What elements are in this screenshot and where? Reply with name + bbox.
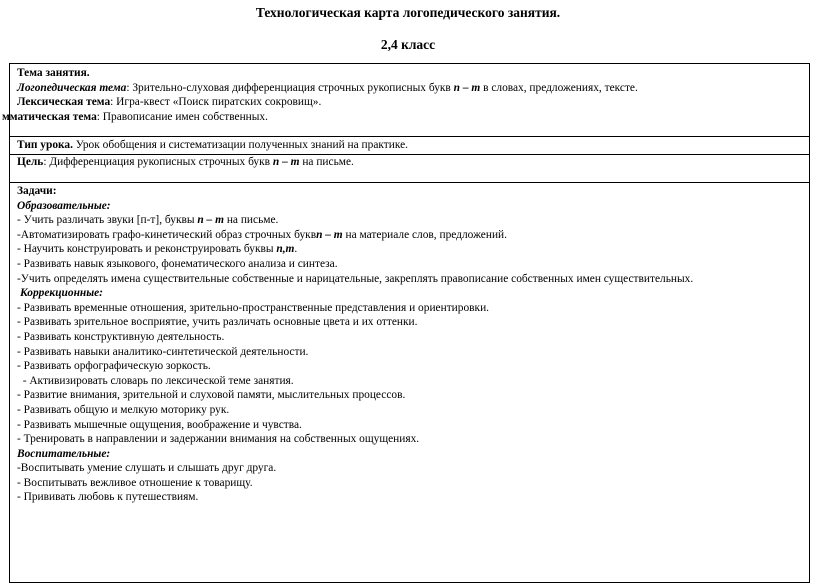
goal-cell (17, 155, 805, 170)
task-item: - Прививать любовь к путешествиям. (17, 491, 199, 504)
lesson-type-label: Тип урока. (17, 139, 73, 151)
row-divider (10, 182, 809, 183)
lexical-topic-label: Лексическая тема (17, 96, 111, 109)
task-item: - Развивать общую и мелкую моторику рук. (17, 403, 230, 416)
topic-line-speech (17, 81, 805, 96)
speech-topic-letters: п – т (453, 81, 481, 94)
upbringing-heading: Воспитательные: (17, 447, 111, 460)
task-item (17, 228, 805, 243)
task-item (17, 242, 805, 257)
topic-heading: Тема занятия. (17, 67, 90, 79)
row-divider (10, 136, 809, 137)
speech-topic-text: : Зрительно-слуховая дифференциация строчных рукописных букв (126, 81, 454, 94)
task-item-text: - Научить конструировать и реконструировать буквы (17, 243, 277, 256)
topic-line-grammar (2, 110, 805, 125)
goal-text: : Дифференциация рукописных строчных букв (43, 156, 273, 168)
task-item-text: -Автоматизировать графо-кинетический образ строчных букв (17, 228, 317, 241)
topic-line-lexical (17, 95, 805, 110)
task-item: - Активизировать словарь по лексической теме занятия. (17, 374, 294, 387)
goal-tail: на письме. (299, 156, 354, 168)
educational-heading: Образовательные: (17, 199, 111, 212)
task-item-tail: на материале слов, предложений. (342, 228, 507, 241)
task-item: - Тренировать в направлении и задержании внимания на собственных ощущениях. (17, 433, 420, 446)
task-item: - Развивать конструктивную деятельность. (17, 330, 225, 343)
tasks-cell (17, 184, 805, 505)
task-item-tail: . (294, 243, 298, 256)
task-item: -Воспитывать умение слушать и слышать друг друга. (17, 462, 277, 475)
grade-label: 2,4 класс (380, 37, 436, 52)
task-item (17, 213, 805, 228)
task-item: - Развивать мышечные ощущения, воображение и чувства. (17, 418, 302, 431)
correctional-heading: Коррекционные: (20, 287, 103, 300)
goal-letters: п – т (272, 156, 300, 168)
task-item: - Развитие внимания, зрительной и слуховой памяти, мыслительных процессов. (17, 389, 406, 402)
task-item-tail: на письме. (223, 214, 279, 227)
task-item-text: - Учить различать звуки [п-т], буквы (17, 214, 198, 227)
task-item: - Развивать орфографическую зоркость. (17, 360, 211, 373)
task-item-letters: п – т (316, 228, 343, 241)
task-item: - Развивать зрительное восприятие, учить различать основные цвета и их оттенки. (17, 316, 418, 329)
goal-label: Цель (17, 156, 44, 168)
task-item-letters: п – т (197, 214, 224, 227)
task-item: - Развивать навык языкового, фонематического анализа и синтеза. (17, 257, 338, 270)
topic-cell (2, 66, 805, 124)
lesson-type-text: Урок обобщения и систематизации полученных знаний на практике. (72, 139, 408, 151)
task-item-letters: п,т (276, 243, 295, 256)
document-title: Технологическая карта логопедического занятия. (255, 5, 561, 20)
lexical-topic-text: : Игра-квест «Поиск пиратских сокровищ». (110, 96, 322, 109)
task-item: - Воспитывать вежливое отношение к товарищу. (17, 476, 253, 489)
grammar-topic-text: : Правописание имен собственных. (96, 110, 268, 123)
speech-topic-tail: в словах, предложениях, тексте. (480, 81, 638, 94)
tasks-heading: Задачи: (17, 185, 57, 197)
speech-topic-label: Логопедическая тема (17, 81, 127, 94)
task-item: - Развивать навыки аналитико-синтетической деятельности. (17, 345, 309, 358)
lesson-table (2, 63, 810, 583)
lesson-type-cell (17, 138, 805, 153)
grammar-topic-label: мматическая тема (2, 110, 97, 123)
task-item: - Развивать временные отношения, зрительно-пространственные представления и ориентировки. (17, 301, 490, 314)
task-item: -Учить определять имена существительные собственные и нарицательные, закреплять правописание собственных имен существительных. (17, 272, 694, 285)
